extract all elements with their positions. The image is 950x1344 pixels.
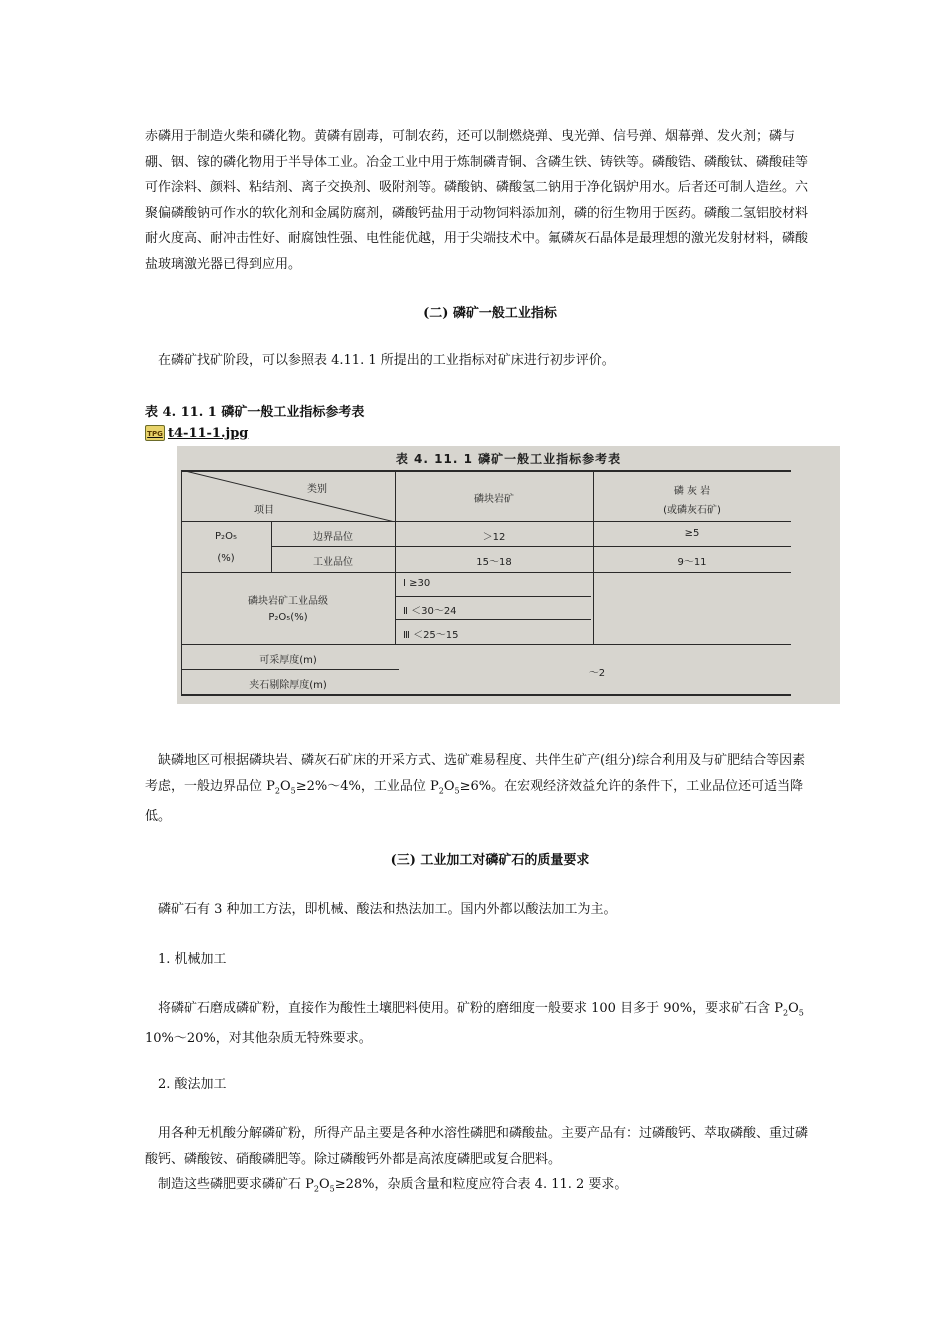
row-boundary-grade: 边界品位 [313, 532, 353, 543]
image-file-icon: TPG [145, 425, 165, 441]
header-apatite: 磷 灰 岩 [673, 486, 711, 497]
row-mineable-thickness: 可采厚度(m) [259, 655, 317, 666]
image-file-link[interactable] [145, 423, 248, 443]
row-p2o5-unit: (%) [217, 553, 235, 564]
paragraph-evaluation: 在磷矿找矿阶段，可以参照表 4.11. 1 所提出的工业指标对矿床进行初步评价。 [158, 353, 615, 368]
section-heading-industrial-indicators: (二) 磷矿一般工业指标 [423, 306, 557, 321]
subheading-mechanical-processing: 1. 机械加工 [158, 952, 227, 967]
grade-2: Ⅱ ＜30～24 [403, 606, 457, 617]
image-file-name[interactable]: t4-11-1.jpg [168, 425, 249, 441]
row-boundary-value-1: ＞12 [482, 532, 506, 543]
header-apatite-sub: (或磷灰石矿) [663, 505, 721, 516]
grade-1: Ⅰ ≥30 [403, 578, 431, 589]
table-line [181, 644, 791, 645]
subheading-acid-processing: 2. 酸法加工 [158, 1077, 227, 1092]
row-industrial-grade: 工业品位 [313, 557, 353, 568]
table-line [181, 669, 399, 670]
grade-3: Ⅲ ＜25～15 [403, 630, 459, 641]
header-item: 项目 [254, 505, 274, 516]
paragraph-acid-processing: 用各种无机酸分解磷矿粉，所得产品主要是各种水溶性磷肥和磷酸盐。主要产品有：过磷酸钙、萃取磷酸、重过磷酸钙、磷酸铵、硝酸磷肥等。除过磷酸钙外都是高浓度磷肥或复合肥料。 [145, 1126, 809, 1167]
table-caption: 表 4. 11. 1 磷矿一般工业指标参考表 [145, 405, 365, 420]
header-category: 类别 [307, 484, 327, 495]
header-phosphorite: 磷块岩矿 [474, 494, 514, 505]
row-industrial-value-2: 9～11 [677, 557, 707, 568]
paragraph-phosphorus-deficient-areas: 缺磷地区可根据磷块岩、磷灰石矿床的开采方式、选矿难易程度、共伴生矿产(组分)综合利用及与矿肥结合等因素考虑，一般边界品位 $P_2O_5\ge 2\%\sim 4\%$，工业品位 $P_2O_5\ge 6\%$。在宏观经济效益允许的条件下，工业品位还可适当降低。 [145, 753, 806, 824]
row-industrial-value-1: 15～18 [476, 557, 512, 568]
row-p2o5-label: P₂O₅ [215, 531, 237, 542]
grade-label: 磷块岩矿工业品级 [248, 596, 328, 607]
paragraph-mechanical-processing: 将磷矿石磨成磷矿粉，直接作为酸性土壤肥料使用。矿粉的磨细度一般要求 100 目多于 90%，要求矿石含 $P_2O_5$ 10%～20%，对其他杂质无特殊要求。 [145, 1001, 804, 1047]
grade-label-unit: P₂O₅(%) [268, 612, 308, 623]
row-boundary-value-2: ≥5 [684, 528, 700, 539]
paragraph-processing-methods: 磷矿石有 3 种加工方法，即机械、酸法和热法加工。国内外都以酸法加工为主。 [158, 902, 617, 917]
scan-table-title: 表 4. 11. 1 磷矿一般工业指标参考表 [395, 452, 622, 466]
table-line [395, 619, 591, 620]
table-line [395, 596, 591, 597]
thickness-value: ～2 [588, 668, 606, 679]
table-line [181, 572, 791, 573]
section-heading-processing-requirements: (三) 工业加工对磷矿石的质量要求 [390, 853, 590, 868]
scanned-table-image [177, 446, 840, 704]
table-line [271, 546, 791, 547]
table-line [181, 694, 791, 696]
row-rejection-thickness: 夹石剔除厚度(m) [249, 680, 327, 691]
paragraph-phosphorus-uses: 赤磷用于制造火柴和磷化物。黄磷有剧毒，可制农药，还可以制燃烧弹、曳光弹、信号弹、烟幕弹、发火剂；磷与硼、铟、镓的磷化物用于半导体工业。冶金工业中用于炼制磷青铜、含磷生铁、铸铁等。磷酸锆、磷酸钛、磷酸硅等可作涂料、颜料、粘结剂、离子交换剂、吸附剂等。磷酸钠、磷酸氢二钠用于净化锅炉用水。后者还可制人造丝。六聚偏磷酸钠可作水的软化剂和金属防腐剂，磷酸钙盐用于动物饲料添加剂，磷的衍生物用于医药。磷酸二氢铝胶材料耐火度高、耐冲击性好、耐腐蚀性强、电性能优越，用于尖端技术中。氟磷灰石晶体是最理想的激光发射材料，磷酸盐玻璃激光器已得到应用。 [145, 129, 809, 272]
paragraph-fertilizer-requirements: 制造这些磷肥要求磷矿石 $P_2O_5\ge 28\%$，杂质含量和粒度应符合表 4. 11. 2 要求。 [158, 1177, 628, 1194]
